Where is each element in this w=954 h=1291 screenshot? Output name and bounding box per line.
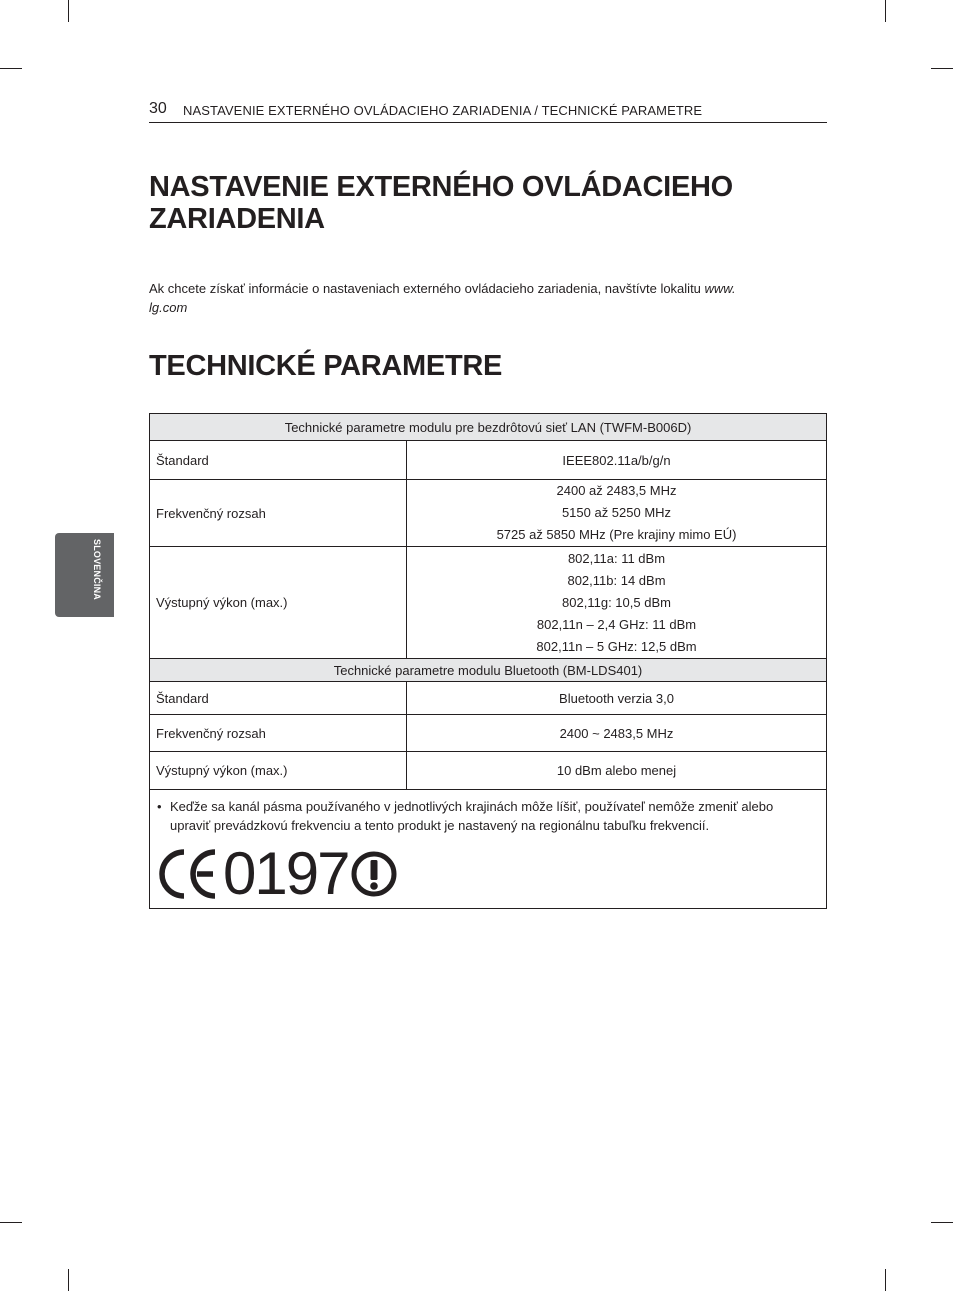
language-side-tab bbox=[55, 533, 114, 617]
crop-mark bbox=[68, 1269, 69, 1291]
table-row bbox=[150, 480, 827, 547]
note-cell bbox=[150, 790, 827, 909]
wlan-heading: Technické parametre modulu pre bezdrôtovú sieť LAN (TWFM-B006D) bbox=[150, 414, 827, 441]
section-title-line2: ZARIADENIA bbox=[149, 203, 325, 235]
bullet-dot: • bbox=[157, 799, 162, 814]
table-row bbox=[150, 547, 827, 659]
notified-body-number: 0197 bbox=[223, 840, 349, 907]
ce-mark-icon bbox=[157, 848, 219, 900]
intro-paragraph bbox=[149, 279, 809, 317]
wlan-freq-value: 5150 až 5250 MHz bbox=[561, 505, 672, 520]
crop-mark bbox=[885, 0, 886, 22]
section-title-external-control bbox=[149, 171, 839, 235]
wlan-power-value: 802,11n – 5 GHz: 12,5 dBm bbox=[536, 638, 697, 654]
wlan-standard-value: IEEE802.11a/b/g/n bbox=[407, 441, 827, 480]
wlan-freq-value: 5725 až 5850 MHz (Pre krajiny mimo EÚ) bbox=[496, 527, 737, 542]
wlan-freq-values bbox=[407, 480, 827, 547]
wlan-freq-value: 2400 až 2483,5 MHz bbox=[556, 483, 677, 498]
crop-mark bbox=[885, 1269, 886, 1291]
note-text: Keďže sa kanál pásma používaného v jednotlivých krajinách môže líšiť, používateľ nemôže zmeniť alebo upraviť prevádzkovú frekvenciu a tento produkt je nastavený na regionálnu tabuľku frekvencií. bbox=[170, 799, 774, 833]
website-link-part2: lg.com bbox=[149, 300, 188, 315]
intro-text: Ak chcete získať informácie o nastaveniach externého ovládacieho zariadenia, navštívte lokalitu bbox=[149, 281, 705, 296]
bt-standard-label: Štandard bbox=[150, 682, 407, 715]
bt-power-label: Výstupný výkon (max.) bbox=[150, 752, 407, 790]
crop-mark bbox=[0, 68, 22, 69]
table-row bbox=[150, 715, 827, 752]
crop-mark bbox=[68, 0, 69, 22]
wlan-power-value: 802,11g: 10,5 dBm bbox=[562, 594, 671, 610]
wlan-power-value: 802,11a: 11 dBm bbox=[567, 550, 666, 566]
wlan-freq-label: Frekvenčný rozsah bbox=[150, 480, 407, 547]
crop-mark bbox=[931, 1222, 953, 1223]
alert-class2-icon bbox=[350, 850, 398, 898]
note-bullet-item bbox=[150, 797, 826, 835]
wlan-standard-label: Štandard bbox=[150, 441, 407, 480]
running-header bbox=[149, 100, 827, 123]
bt-freq-value: 2400 ~ 2483,5 MHz bbox=[407, 715, 827, 752]
bt-power-value: 10 dBm alebo menej bbox=[407, 752, 827, 790]
section-title-line1: NASTAVENIE EXTERNÉHO OVLÁDACIEHO bbox=[149, 171, 733, 203]
bt-freq-label: Frekvenčný rozsah bbox=[150, 715, 407, 752]
wlan-power-values bbox=[407, 547, 827, 659]
crop-mark bbox=[0, 1222, 22, 1223]
wlan-power-label: Výstupný výkon (max.) bbox=[150, 547, 407, 659]
page-number: 30 bbox=[149, 100, 167, 117]
table-row bbox=[150, 682, 827, 715]
section-title-specs: TECHNICKÉ PARAMETRE bbox=[149, 350, 503, 382]
bt-standard-value: Bluetooth verzia 3,0 bbox=[407, 682, 827, 715]
running-title: NASTAVENIE EXTERNÉHO OVLÁDACIEHO ZARIADENIA / TECHNICKÉ PARAMETRE bbox=[183, 103, 703, 118]
table-row bbox=[150, 659, 827, 682]
table-row bbox=[150, 790, 827, 909]
crop-mark bbox=[931, 68, 953, 69]
compliance-marks bbox=[157, 840, 826, 908]
language-label: SLOVENČINA bbox=[92, 539, 102, 601]
website-link-part1: www. bbox=[704, 281, 736, 296]
spec-table bbox=[149, 413, 827, 909]
table-row bbox=[150, 441, 827, 480]
table-row bbox=[150, 752, 827, 790]
table-row bbox=[150, 414, 827, 441]
bluetooth-heading: Technické parametre modulu Bluetooth (BM-LDS401) bbox=[150, 659, 827, 682]
wlan-power-value: 802,11n – 2,4 GHz: 11 dBm bbox=[536, 616, 697, 632]
wlan-power-value: 802,11b: 14 dBm bbox=[567, 572, 666, 588]
